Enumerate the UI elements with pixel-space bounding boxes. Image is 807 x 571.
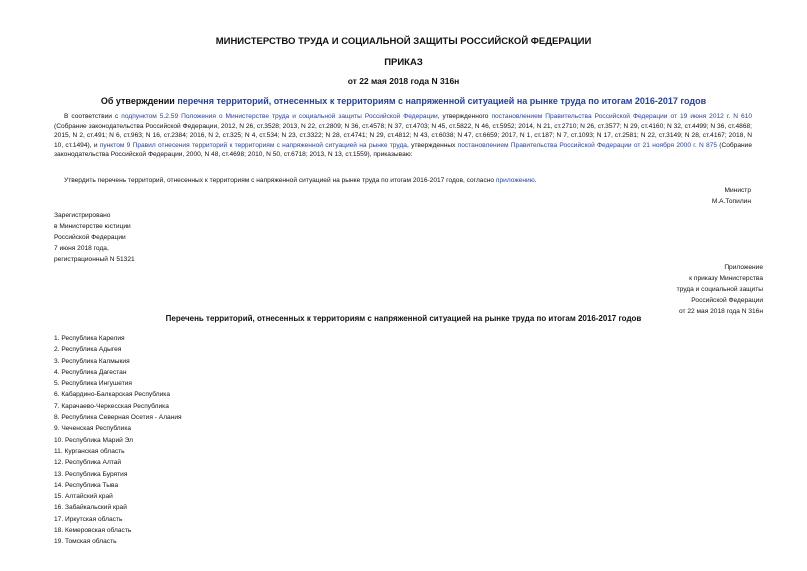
list-item: 15. Алтайский край	[54, 493, 113, 501]
list-item: 5. Республика Ингушетия	[54, 380, 132, 388]
legal-reference-link[interactable]: пунктом 9 Правил отнесения территорий к территориям с напряженной ситуацией на рынке труда	[99, 141, 407, 149]
list-item: 16. Забайкальский край	[54, 504, 127, 512]
document-title-prefix: Об утверждении	[100, 96, 178, 106]
list-item: 19. Томская область	[54, 538, 117, 546]
document-date: от 22 мая 2018 года N 316н	[347, 76, 460, 86]
list-item: 11. Курганская область	[54, 447, 125, 455]
list-item: 6. Кабардино-Балкарская Республика	[54, 391, 171, 399]
paragraph-text: , утвержденных	[406, 141, 458, 149]
paragraph-text: (Собрание законодательства Российской Федерации, 2012, N 26, ст.3528; 2013, N 22, ст.2809; N 36, ст.4578; N 37, ст.4703; N 45, ст.5822, N 46, ст.5952; 2014, N 21, ст.2710; N 26, ст.3577; N 29, ст.4160; N 32, ст.4499; N 36, ст.4868; 2015, N 2, ст.491; N 6, ст.963; N 16, ст.2384; 2016, N 2, ст.325; N 4, ст.534; N 23, ст.3322; N 28, ст.4741; N 29, ст.4812; N 43, ст.6038; N 47, ст.6659; 2017, N 1, ст.187; N 7, ст.1093; N 17, ст.2581; N 22, ст.3149; N 28, ст.4167; 2018, N 10, ст.1494), и	[54, 122, 752, 149]
appendix-line: к приказу Министерства	[689, 275, 763, 282]
list-item: 7. Карачаево-Черкесская Республика	[54, 402, 169, 410]
list-item: 8. Республика Северная Осетия - Алания	[54, 414, 182, 422]
registration-line: регистрационный N 51321	[54, 256, 135, 263]
list-item: 9. Чеченская Республика	[54, 425, 132, 433]
list-item: 4. Республика Дагестан	[54, 368, 127, 376]
list-item: 14. Республика Тыва	[54, 481, 119, 489]
paragraph-text: (Собрание законодательства Российской Федерации, 2000, N 48, ст.4698; 2010, N 50, ст.6718; 2013, N 13, ст.1559), приказываю:	[54, 141, 752, 159]
registration-line: в Министерстве юстиции	[54, 223, 131, 230]
signatory-name: М.А.Топилин	[711, 198, 751, 205]
territory-list-title: Перечень территорий, отнесенных к территориям с напряженной ситуацией на рынке труда по итогам 2016-2017 годов	[165, 314, 642, 323]
territory-list	[54, 333, 182, 548]
list-item: 10. Республика Марий Эл	[54, 436, 134, 444]
signatory-role: Министр	[724, 187, 751, 194]
appendix-line: Приложение	[724, 264, 763, 271]
appendix-line: труда и социальной защиты	[676, 286, 763, 293]
list-item: 2. Республика Адыгея	[54, 346, 122, 354]
paragraph-text: .	[534, 177, 537, 184]
list-item: 13. Республика Бурятия	[54, 470, 128, 478]
paragraph-text: В соответствии с	[64, 113, 122, 120]
registration-block	[54, 210, 135, 265]
legal-reference-link[interactable]: приложению	[495, 177, 535, 184]
legal-reference-link[interactable]: постановлением Правительства Российской Федерации от 19 июня 2012 г. N 610	[491, 113, 752, 120]
appendix-line: Российской Федерации	[691, 297, 763, 304]
appendix-line: от 22 мая 2018 года N 316н	[678, 308, 763, 315]
paragraph-text: , утвержденного	[437, 113, 492, 120]
list-item: 17. Иркутская область	[54, 515, 123, 523]
legal-reference-link[interactable]: постановлением Правительства Российской Федерации от 21 ноября 2000 г. N 875	[457, 141, 717, 149]
registration-line: Зарегистрировано	[54, 212, 111, 219]
appendix-block	[677, 262, 763, 317]
order-paragraph	[64, 176, 754, 186]
registration-line: 7 июня 2018 года,	[54, 245, 109, 252]
legal-reference-link[interactable]: подпунктом 5.2.59 Положения о Министерстве труда и социальной защиты Российской Федерации	[121, 113, 438, 120]
list-item: 18. Кемеровская область	[54, 527, 132, 535]
list-item: 1. Республика Карелия	[54, 335, 125, 342]
registration-line: Российской Федерации	[54, 234, 126, 241]
document-type: ПРИКАЗ	[384, 57, 423, 68]
list-item: 12. Республика Алтай	[54, 459, 122, 467]
document-title	[0, 96, 807, 106]
paragraph-text: Утвердить перечень территорий, отнесенных к территориям с напряженной ситуацией на рынке труда по итогам 2016-2017 годов, согласно	[64, 177, 496, 184]
ministry-heading: МИНИСТЕРСТВО ТРУДА И СОЦИАЛЬНОЙ ЗАЩИТЫ РОССИЙСКОЙ ФЕДЕРАЦИИ	[215, 36, 592, 47]
document-title-link[interactable]: перечня территорий, отнесенных к территориям с напряженной ситуацией на рынке труда по итогам 2016-2017 годов	[177, 96, 707, 106]
preamble-paragraph	[54, 112, 752, 160]
list-item: 3. Республика Калмыкия	[54, 357, 130, 365]
